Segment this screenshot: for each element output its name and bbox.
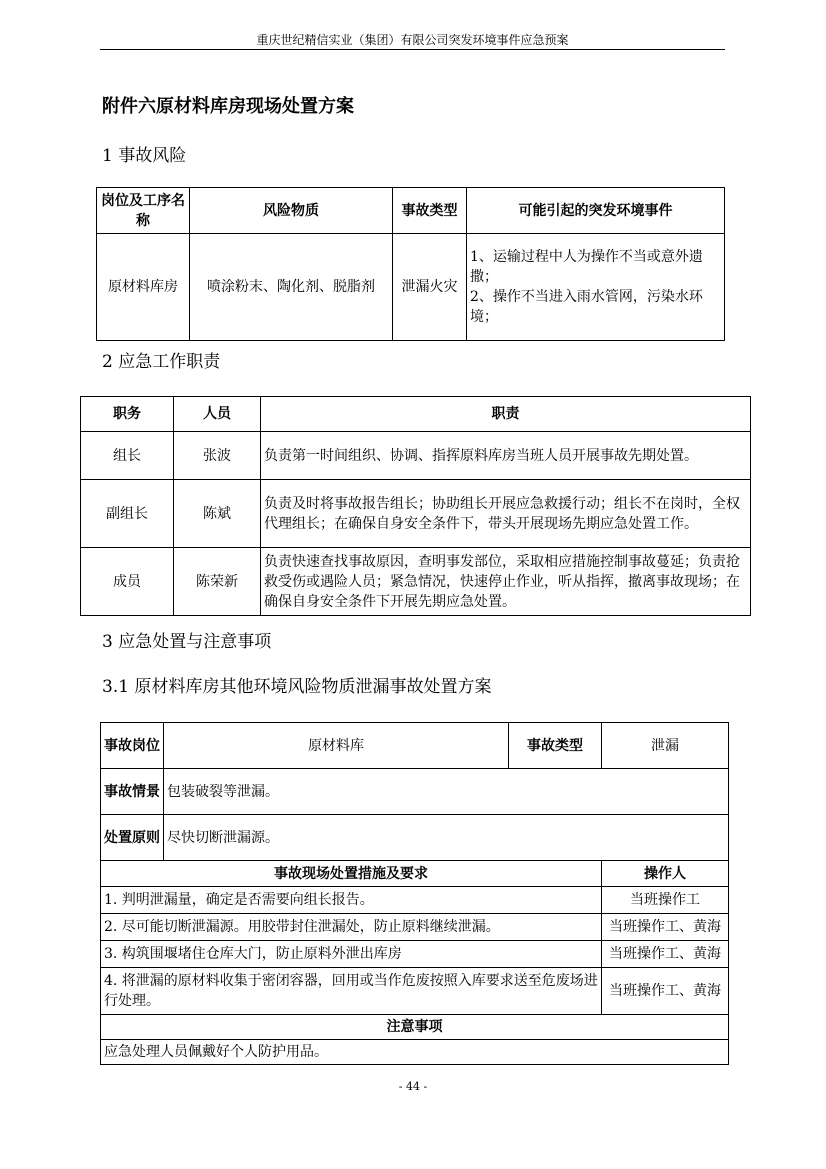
plan-step-text: 3. 构筑围堰堵住仓库大门，防止原料外泄出库房 bbox=[101, 941, 602, 968]
risk-substance-cell: 喷涂粉末、陶化剂、脱脂剂 bbox=[190, 234, 393, 341]
page-title: 附件六原材料库房现场处置方案 bbox=[102, 96, 354, 117]
duty-role-cell: 成员 bbox=[81, 548, 174, 616]
section-3-heading: 3 应急处置与注意事项 bbox=[102, 632, 272, 652]
duty-text-cell: 负责及时将事故报告组长；协助组长开展应急救援行动；组长不在岗时，全权代理组长；在确保自身安全条件下，带头开展现场先期应急处置工作。 bbox=[261, 480, 751, 548]
plan-type-label: 事故类型 bbox=[509, 723, 602, 769]
plan-principle-value: 尽快切断泄漏源。 bbox=[164, 815, 729, 861]
duty-role-cell: 副组长 bbox=[81, 480, 174, 548]
duty-person-cell: 陈斌 bbox=[174, 480, 261, 548]
duty-table bbox=[80, 396, 751, 616]
plan-step-operator: 当班操作工、黄海 bbox=[602, 941, 729, 968]
duty-text-cell: 负责快速查找事故原因，查明事发部位，采取相应措施控制事故蔓延；负责抢救受伤或遇险人员；紧急情况，快速停止作业，听从指挥，撤离事故现场；在确保自身安全条件下开展先期应急处置。 bbox=[261, 548, 751, 616]
risk-event-line: 2、操作不当进入雨水管网，污染水环境； bbox=[470, 289, 703, 325]
section-1-heading: 1 事故风险 bbox=[102, 146, 187, 166]
table-row bbox=[101, 941, 729, 968]
table-row bbox=[81, 432, 751, 480]
duty-header-role: 职务 bbox=[81, 397, 174, 432]
page-number: - 44 - bbox=[398, 1080, 428, 1093]
risk-header-events: 可能引起的突发环境事件 bbox=[467, 188, 725, 234]
duty-role-cell: 组长 bbox=[81, 432, 174, 480]
table-row bbox=[81, 480, 751, 548]
table-row bbox=[97, 234, 725, 341]
plan-table bbox=[100, 722, 729, 1065]
table-row bbox=[101, 968, 729, 1015]
plan-step-text: 4. 将泄漏的原材料收集于密闭容器，回用或当作危废按照入库要求送至危废场进行处理。 bbox=[101, 968, 602, 1015]
duty-text-cell: 负责第一时间组织、协调、指挥原料库房当班人员开展事故先期处置。 bbox=[261, 432, 751, 480]
plan-type-value: 泄漏 bbox=[602, 723, 729, 769]
risk-header-type: 事故类型 bbox=[393, 188, 467, 234]
table-row bbox=[101, 887, 729, 914]
plan-post-value: 原材料库 bbox=[164, 723, 509, 769]
plan-step-operator: 当班操作工 bbox=[602, 887, 729, 914]
risk-events-cell bbox=[467, 234, 725, 341]
plan-step-operator: 当班操作工、黄海 bbox=[602, 968, 729, 1015]
plan-scene-value: 包装破裂等泄漏。 bbox=[164, 769, 729, 815]
table-row bbox=[101, 914, 729, 941]
section-3-1-heading: 3.1 原材料库房其他环境风险物质泄漏事故处置方案 bbox=[102, 677, 492, 697]
plan-step-operator: 当班操作工、黄海 bbox=[602, 914, 729, 941]
table-row bbox=[81, 548, 751, 616]
duty-person-cell: 张波 bbox=[174, 432, 261, 480]
duty-person-cell: 陈荣新 bbox=[174, 548, 261, 616]
plan-post-label: 事故岗位 bbox=[101, 723, 164, 769]
risk-table bbox=[96, 187, 725, 341]
risk-event-line: 1、运输过程中人为操作不当或意外遗撒； bbox=[470, 249, 703, 285]
plan-operator-header: 操作人 bbox=[602, 861, 729, 887]
plan-notes-text: 应急处理人员佩戴好个人防护用品。 bbox=[101, 1040, 729, 1065]
duty-header-person: 人员 bbox=[174, 397, 261, 432]
risk-header-post: 岗位及工序名称 bbox=[97, 188, 190, 234]
risk-header-substance: 风险物质 bbox=[190, 188, 393, 234]
plan-step-text: 1. 判明泄漏量，确定是否需要向组长报告。 bbox=[101, 887, 602, 914]
plan-scene-label: 事故情景 bbox=[101, 769, 164, 815]
plan-step-text: 2. 尽可能切断泄漏源。用胶带封住泄漏处，防止原料继续泄漏。 bbox=[101, 914, 602, 941]
risk-post-cell: 原材料库房 bbox=[97, 234, 190, 341]
risk-type-cell: 泄漏火灾 bbox=[393, 234, 467, 341]
plan-measures-header: 事故现场处置措施及要求 bbox=[101, 861, 602, 887]
plan-notes-header: 注意事项 bbox=[101, 1015, 729, 1040]
plan-principle-label: 处置原则 bbox=[101, 815, 164, 861]
page-header: 重庆世纪精信实业（集团）有限公司突发环境事件应急预案 bbox=[100, 33, 725, 50]
duty-header-duty: 职责 bbox=[261, 397, 751, 432]
section-2-heading: 2 应急工作职责 bbox=[102, 352, 221, 372]
